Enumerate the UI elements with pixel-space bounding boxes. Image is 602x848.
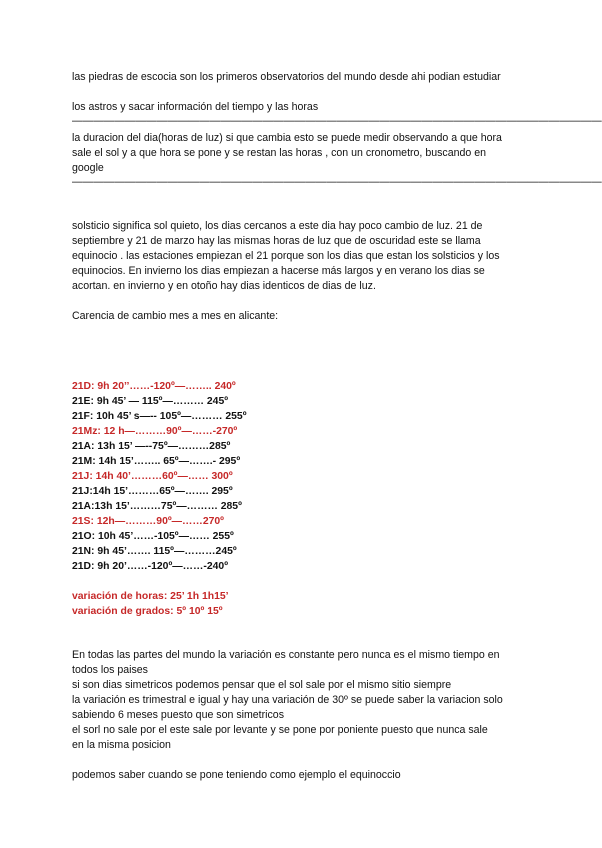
table-row: 21M: 14h 15’…….. 65º—…….- 295º [72, 456, 241, 467]
conclusion-line-8: podemos saber cuando se pone teniendo como ejemplo el equinoccio [72, 769, 401, 781]
separator-rule-2: —————————————————————————————————————————————————— [72, 176, 602, 188]
conclusion-line-6: el sorl no sale por el este sale por levante y se pone por poniente puesto que nunca sale [72, 724, 488, 736]
solsticio-line-5: acortan. en invierno y en otoño hay dias identicos de dias de luz. [72, 280, 376, 292]
table-row: 21F: 10h 45’ s—-- 105º—……… 255º [72, 411, 247, 422]
solsticio-line-3: equinocio . las estaciones empiezan el 21 porque son los dias que estan los solsticios y los [72, 250, 500, 262]
variacion-horas: variación de horas: 25’ 1h 1h15’ [72, 591, 229, 602]
conclusion-line-1: En todas las partes del mundo la variación es constante pero nunca es el mismo tiempo en [72, 649, 500, 661]
intro-line-5: google [72, 162, 104, 174]
separator-rule-1: —————————————————————————————————————————————————— [72, 115, 602, 127]
conclusion-line-2: todos los paises [72, 664, 148, 676]
table-row: 21O: 10h 45’……-105º—…… 255º [72, 531, 234, 542]
table-row: 21E: 9h 45’ — 115º—……… 245º [72, 396, 229, 407]
conclusion-line-7: en la misma posicion [72, 739, 171, 751]
intro-line-4: sale el sol y a que hora se pone y se restan las horas , con un cronometro, buscando en [72, 147, 486, 159]
carencia-heading: Carencia de cambio mes a mes en alicante: [72, 310, 279, 322]
table-row: 21J: 14h 40’………60º—…… 300º [72, 471, 233, 482]
conclusion-line-4: la variación es trimestral e igual y hay una variación de 30º se puede saber la variacion solo [72, 694, 503, 706]
table-row: 21A: 13h 15’ —--75º—………285º [72, 441, 231, 452]
table-row: 21J:14h 15’………65º—……. 295º [72, 486, 233, 497]
intro-line-2: los astros y sacar información del tiempo y las horas [72, 101, 319, 113]
conclusion-line-3: si son dias simetricos podemos pensar que el sol sale por el mismo sitio siempre [72, 679, 452, 691]
intro-line-3: la duracion del dia(horas de luz) si que cambia esto se puede medir observando a que hora [72, 132, 502, 144]
solsticio-line-1: solsticio significa sol quieto, los dias cercanos a este dia hay poco cambio de luz. 21 de [72, 220, 483, 232]
variacion-grados: variación de grados: 5º 10º 15º [72, 606, 223, 617]
table-row: 21N: 9h 45’……. 115º—………245º [72, 546, 237, 557]
table-row: 21A:13h 15’………75º—……… 285º [72, 501, 242, 512]
intro-line-1: las piedras de escocia son los primeros observatorios del mundo desde ahi podian estudiar [72, 71, 501, 83]
table-row: 21S: 12h—………90º—……270º [72, 516, 224, 527]
solsticio-line-4: equinocios. En invierno los dias empiezan a hacerse más largos y en verano los dias se [72, 265, 485, 277]
table-row: 21D: 9h 20’……-120º—……-240º [72, 561, 229, 572]
table-row: 21Mz: 12 h—………90º—……-270º [72, 426, 238, 437]
table-row: 21D: 9h 20’’……-120º—…….. 240º [72, 381, 236, 392]
conclusion-line-5: sabiendo 6 meses puesto que son simetricos [72, 709, 284, 721]
solsticio-line-2: septiembre y 21 de marzo hay las mismas horas de luz que de oscuridad este se llama [72, 235, 481, 247]
